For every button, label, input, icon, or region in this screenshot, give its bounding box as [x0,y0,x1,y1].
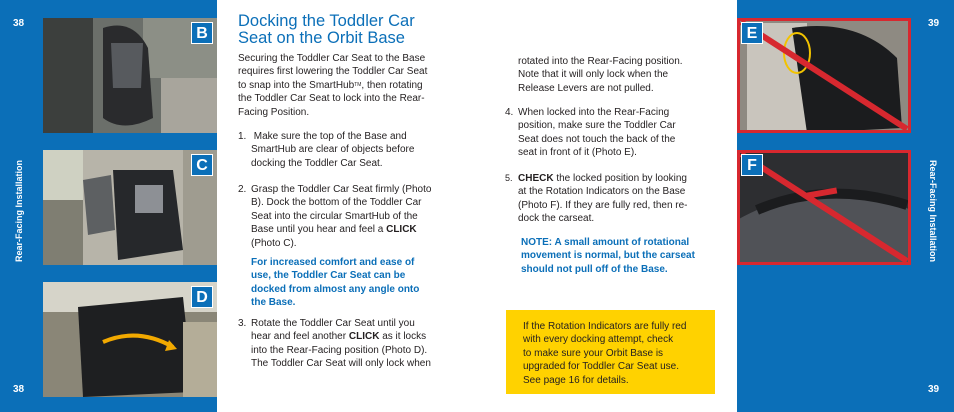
photo-f [737,150,911,265]
photo-e [737,18,911,133]
step-line: position, make sure the Toddler Car [518,120,676,132]
title-line-1: Docking the Toddler Car [238,12,415,30]
page-number-top-right: 39 [928,18,940,29]
step-line: hear and feel another CLICK as it locks [251,331,427,343]
page-number-bottom-left: 38 [13,384,25,395]
intro-line: Securing the Toddler Car Seat to the Base [238,53,426,64]
page-number-bottom-right: 39 [928,384,940,395]
step-number: 5. [505,173,513,183]
step-3 [238,317,463,373]
comfort-note: For increased comfort and ease of use, the Toddler Car Seat can be docked from almost any angle onto the Base. [251,257,420,309]
step-line: (Photo F). If they are fully red, then re- [518,199,688,211]
step-line: The Toddler Car Seat will only lock when [251,358,431,370]
trademark-mark: TM [354,81,362,88]
step-line: B). Dock the bottom of the Toddler Car [251,197,422,209]
step-3-continuation: rotated into the Rear-Facing position. Note that it will only lock when the Release Levers are not pulled. [518,56,683,94]
step-line: When locked into the Rear-Facing [518,107,670,118]
page-number-top-left: 38 [13,18,25,29]
step-number: 1. [238,131,247,142]
photo-d-label: D [191,286,213,308]
step-4 [505,106,730,162]
left-section-label: Rear-Facing Installation [14,160,24,263]
photo-f-label: F [741,154,763,176]
step-number: 4. [505,107,514,118]
photo-d [43,282,217,397]
photo-b-label: B [191,22,213,44]
photo-f-image [737,150,911,265]
step-line: (Photo C). [251,237,297,249]
step-number: 3. [238,318,247,329]
right-section-label: Rear-Facing Installation [928,160,938,263]
step-line: into the Rear-Facing position (Photo D). [251,344,428,356]
step-number: 2. [238,184,247,195]
photo-e-image [737,18,911,133]
step-5 [505,172,730,228]
step-line: CHECK the locked position by looking [518,173,687,184]
photo-b [43,18,217,133]
rotation-note: NOTE: A small amount of rotational movement is normal, but the carseat should not pull off of the Base. [521,237,695,275]
step-line: Base until you hear and feel a CLICK [251,224,417,236]
intro-line: requires first lowering the Toddler Car Seat [238,66,428,78]
title-line-2: Seat on the Orbit Base [238,29,405,47]
step-line: Rotate the Toddler Car Seat until you [251,318,415,329]
photo-e-label: E [741,22,763,44]
step-line: at the Rotation Indicators on the Base [518,186,686,198]
intro-line: Facing Position. [238,106,310,118]
step-1 [238,130,463,172]
intro-line: to snap into the SmartHub™, then rotating [238,79,423,91]
photo-c [43,150,217,265]
warning-callout: If the Rotation Indicators are fully red with every docking attempt, check to make sure your Orbit Base is upgraded for Toddler Car Seat use. See page 16 for details. [506,310,715,394]
step-line: dock the carseat. [518,213,595,225]
step-line: SmartHub are clear of objects before [251,144,415,156]
intro-paragraph [238,52,458,119]
step-2 [238,183,463,253]
step-line: Grasp the Toddler Car Seat firmly (Photo [251,184,432,195]
photo-c-label: C [191,154,213,176]
step-line: docking the Toddler Car Seat. [251,157,383,169]
step-line: Make sure the top of the Base and [253,131,407,142]
step-line: Seat does not touch the back of the [518,133,676,145]
page-title [238,13,468,47]
step-line: seat in front of it (Photo E). [518,147,637,159]
step-line: Seat into the circular SmartHub of the [251,210,418,222]
intro-line: the Toddler Car Seat to lock into the Rear- [238,93,425,105]
